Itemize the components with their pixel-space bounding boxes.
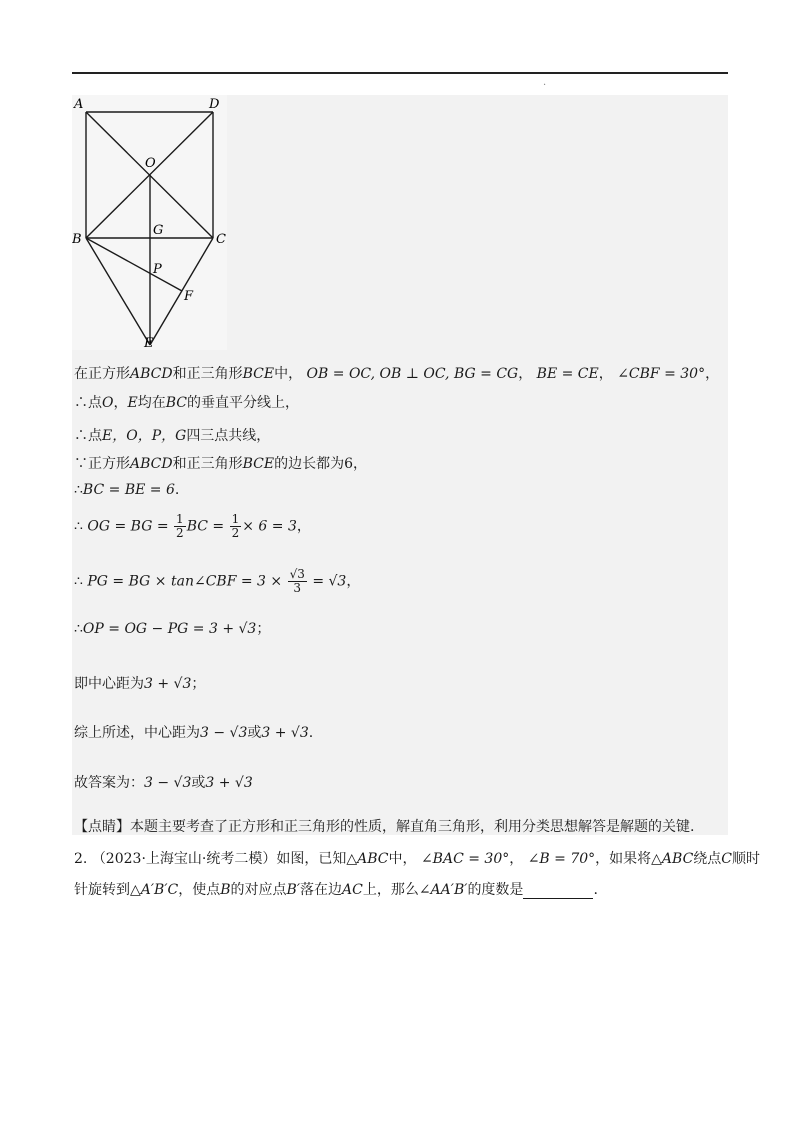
label-c: C [216,232,226,247]
solution-line-2: ∴点O，E均在BC的垂直平分线上， [74,395,299,411]
label-e: E [144,336,154,350]
solution-comment: 【点睛】本题主要考查了正方形和正三角形的性质，解直角三角形，利用分类思想解答是解题的关键. [74,819,695,835]
label-o: O [145,156,156,171]
solution-line-11: 故答案为：3 − √3或3 + √3 [74,775,253,791]
geometry-figure [72,95,227,350]
geometry-figure-svg [72,95,227,350]
header-dot: · [543,80,547,91]
solution-line-3: ∴点E，O，P，G四三点共线， [74,428,271,444]
answer-blank[interactable] [523,884,593,899]
solution-line-8: ∴OP = OG − PG = 3 + √3； [74,621,271,637]
question-2-line-2: 针旋转到△A′B′C，使点B的对应点B′落在边AC上，那么∠AA′B′的度数是 . [74,882,598,898]
label-f: F [184,289,194,304]
question-2-line-1: 2. （2023·上海宝山·统考二模）如图，已知△ABC中， ∠BAC = 30°， ∠B = 70°，如果将△ABC绕点C顺时 [74,851,761,867]
solution-line-9: 即中心距为3 + √3； [74,676,206,692]
solution-line-1: 在正方形ABCD和正三角形BCE中， OB = OC, OB ⊥ OC, BG = CG， BE = CE， ∠CBF = 30°， [74,366,720,382]
label-b: B [72,232,82,247]
solution-line-6: ∴ OG = BG = $\frac{1}{2}$ BC = $\frac{1}{2}$ × 6 = 3， [74,512,311,540]
label-p: P [153,262,162,277]
solution-line-5: ∴BC = BE = 6. [74,482,180,498]
label-d: D [209,97,220,112]
fraction-root3-over-3: $\frac{√3}{3}$ [289,567,305,595]
fraction-half: $\frac{1}{2}$ [176,512,184,540]
solution-line-4: ∵正方形ABCD和正三角形BCE的边长都为6， [74,456,368,472]
label-a: A [74,97,84,112]
fraction-half: $\frac{1}{2}$ [231,512,240,540]
segment-be [86,238,150,345]
segment-bf [86,238,182,291]
solution-line-7: ∴ PG = BG × tan∠CBF = 3 × $\frac{√3}{3}$ = √3， [74,567,361,595]
label-g: G [153,223,164,238]
solution-line-10: 综上所述，中心距为3 − √3或3 + √3. [74,725,314,741]
header-rule [72,72,728,74]
